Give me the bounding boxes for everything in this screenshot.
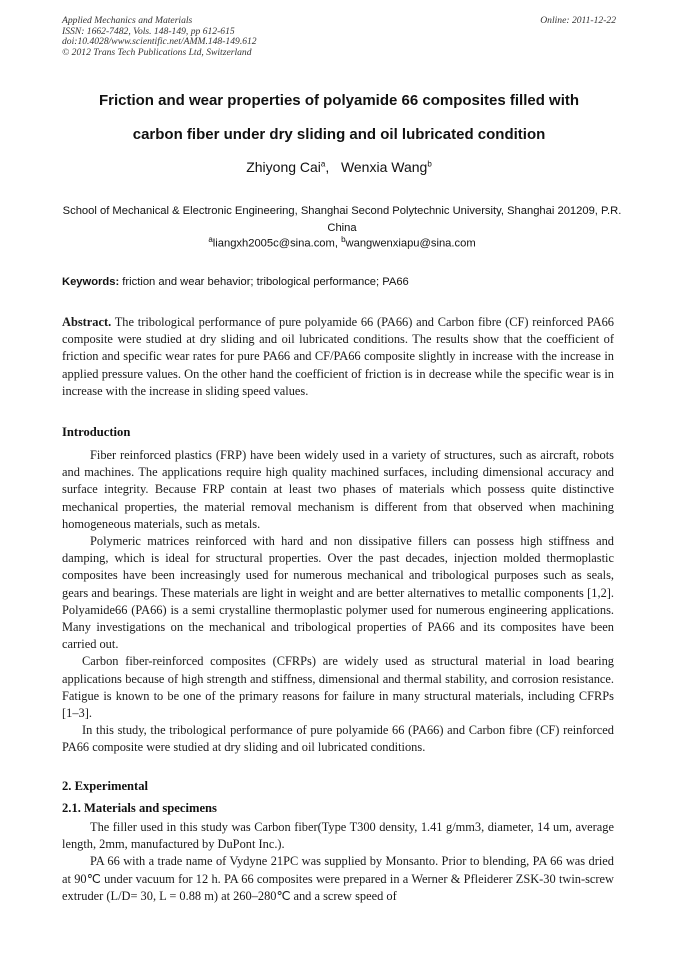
abstract-text: The tribological performance of pure polyamide 66 (PA66) and Carbon fibre (CF) reinforced PA66 composite were studied at dry sliding and oil lubricated conditions. The results show that the coefficient of friction and specific wear rates for pure PA66 and CF/PA66 composite slightly in increase with the increase in applied pressure values. On the other hand the coefficient of friction is in decrease while the specific wear is in increase with the increase in sliding speed values. xyxy=(62,315,614,398)
intro-paragraph-4: In this study, the tribological performance of pure polyamide 66 (PA66) and Carbon fibre (CF) reinforced PA66 composite were studied at dry sliding and oil lubricated conditions. xyxy=(62,723,614,755)
intro-paragraph-3: Carbon fiber-reinforced composites (CFRPs) are widely used as structural material in load bearing applications because of high strength and stiffness, dimensional and thermal stability, and corrosion resistance. Fatigue is known to be one of the primary reasons for failure in many structural materials, including CFRPs [1–3]. xyxy=(62,654,614,721)
email-2-mark: b xyxy=(341,235,346,244)
keywords-text: friction and wear behavior; tribological performance; PA66 xyxy=(119,276,409,288)
materials-subheading: 2.1. Materials and specimens xyxy=(62,801,217,815)
online-date: Online: 2011-12-22 xyxy=(540,15,616,26)
journal-copyright: © 2012 Trans Tech Publications Ltd, Switzerland xyxy=(62,46,252,58)
journal-doi: doi:10.4028/www.scientific.net/AMM.148-149.612 xyxy=(62,36,257,48)
author-2-mark: b xyxy=(427,159,432,169)
materials-body xyxy=(62,819,614,905)
introduction-body xyxy=(62,447,614,757)
author-1: Zhiyong Cai xyxy=(246,159,321,175)
abstract xyxy=(62,314,614,400)
abstract-label: Abstract. xyxy=(62,315,112,329)
affiliation: School of Mechanical & Electronic Engineering, Shanghai Second Polytechnic University, Shanghai 201209, P.R. China xyxy=(62,205,622,234)
keywords-label: Keywords: xyxy=(62,276,120,288)
journal-name: Applied Mechanics and Materials xyxy=(62,15,193,26)
paper-title-line-1: Friction and wear properties of polyamide 66 composites filled with xyxy=(98,92,580,109)
email-1: liangxh2005c@sina.com, xyxy=(212,237,342,250)
intro-paragraph-1: Fiber reinforced plastics (FRP) have been widely used in a variety of structures, such as aircraft, robots and machines. The applications require high quality machined surfaces, including dimensional accuracy and surface integrity. Because FRP contain at least two phases of materials which possess quite distinctive mechanical properties, the material removal mechanism is different from that observed when machining homogeneous materials, such as metals. xyxy=(62,448,614,531)
experimental-heading: 2. Experimental xyxy=(62,779,149,793)
intro-paragraph-2: Polymeric matrices reinforced with hard and non dissipative fillers can possess high stiffness and damping, which is ideal for structural properties. Over the past decades, injection molded thermoplastic composites have been increasingly used for numerous mechanical and tribological purposes such as seals, gears and bearings. These materials are light in weight and are better alternatives to metallic components [1,2]. Polyamide66 (PA66) is a semi crystalline thermoplastic polymer used for numerous engineering applications. Many investigations on the mechanical and tribological properties of PA66 and its composites have been carried out. xyxy=(62,534,614,652)
paper-title-line-2: carbon fiber under dry sliding and oil lubricated condition xyxy=(132,126,546,143)
materials-paragraph-2: PA 66 with a trade name of Vydyne 21PC was supplied by Monsanto. Prior to blending, PA 66 was dried at 90℃ under vacuum for 12 h. PA 66 composites were prepared in a Werner & Pfleiderer ZSK-30 twin-screw extruder (L/D= 30, L = 0.88 m) at 260–280℃ and a screw speed of xyxy=(62,854,614,903)
email-2: wangwenxiapu@sina.com xyxy=(345,237,476,250)
journal-header xyxy=(62,16,622,58)
journal-issn: ISSN: 1662-7482, Vols. 148-149, pp 612-615 xyxy=(62,25,235,37)
author-1-mark: a xyxy=(320,159,326,169)
keywords xyxy=(62,276,622,288)
author-list xyxy=(40,159,638,175)
materials-paragraph-1: The filler used in this study was Carbon fiber(Type T300 density, 1.41 g/mm3, diameter, 14 um, average length, 2mm, manufactured by DuPont Inc.). xyxy=(62,820,614,852)
author-emails xyxy=(62,235,622,250)
introduction-heading: Introduction xyxy=(62,425,131,439)
email-1-mark: a xyxy=(208,235,213,244)
author-2: Wenxia Wang xyxy=(340,159,428,175)
author-separator: , xyxy=(325,159,341,175)
